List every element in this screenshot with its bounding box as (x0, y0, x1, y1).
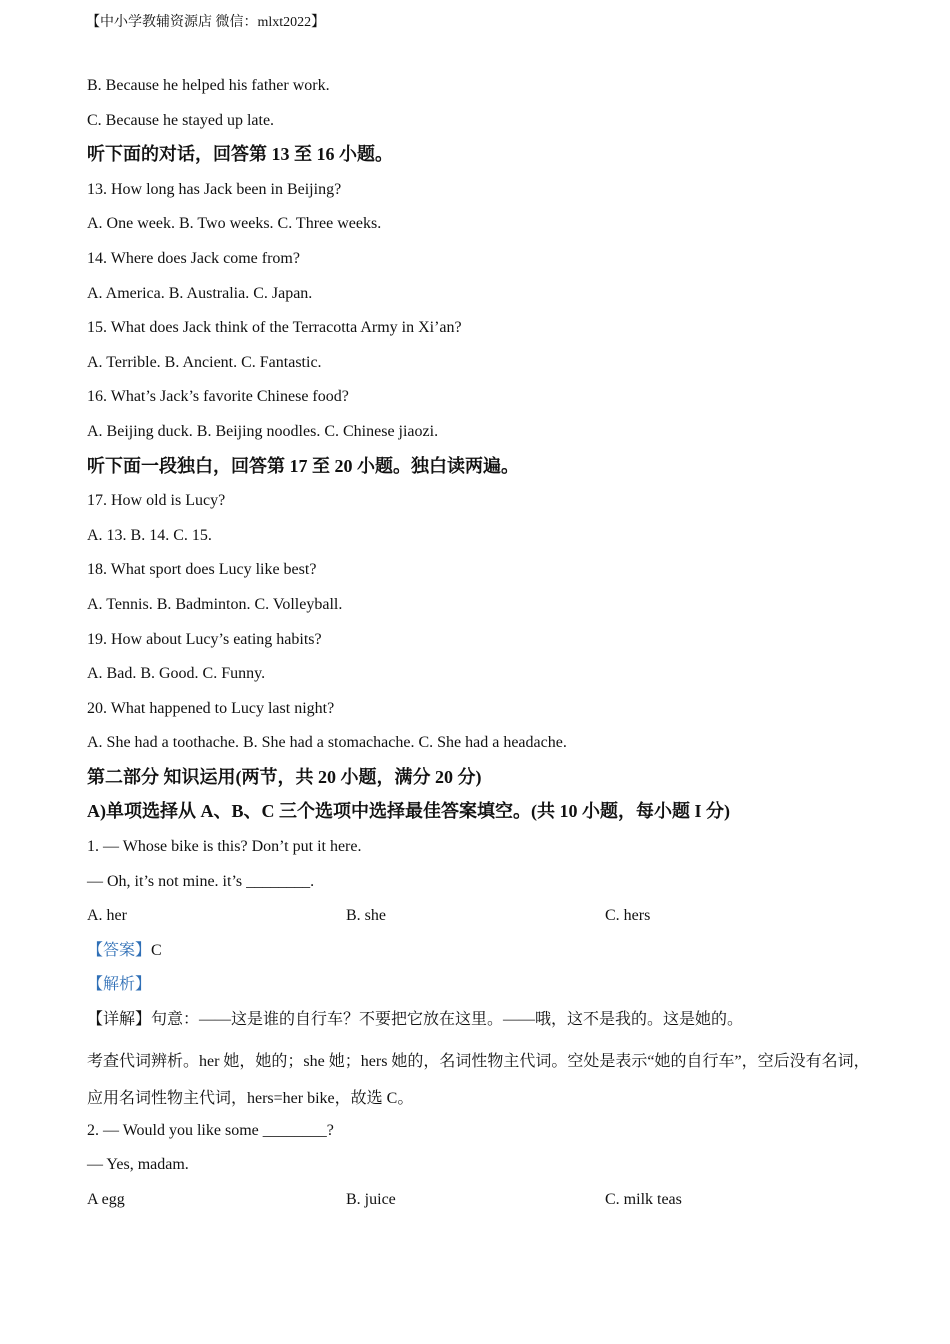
answer-value: C (151, 941, 162, 959)
section-heading: A)单项选择从 A、B、C 三个选项中选择最佳答案填空。(共 10 小题，每小题 I 分) (87, 801, 730, 822)
q1-detail-1: 【详解】句意：——这是谁的自行车？不要把它放在这里。——哦，这不是我的。这是她的。 (87, 1011, 744, 1029)
option-line: B. Because he helped his father work. (87, 77, 330, 94)
question-line: 20. What happened to Lucy last night? (87, 699, 335, 717)
question-line: 14. Where does Jack come from? (87, 249, 300, 267)
option-line: A. Tennis. B. Badminton. C. Volleyball. (87, 595, 343, 613)
q2-options (87, 1187, 877, 1222)
question-line: 19. How about Lucy’s eating habits? (87, 630, 322, 648)
option-line: A. America. B. Australia. C. Japan. (87, 284, 313, 302)
q1-options (87, 903, 877, 938)
answer-label: 【答案】 (87, 941, 152, 959)
q1-detail-2: 考查代词辨析。her 她，她的；she 她；hers 她的，名词性物主代词。空处是表示“她的自行车”，空后没有名词，应用名词性物主代词，hers=her bike，故选 C。 (87, 1052, 870, 1107)
page-header: 【中小学教辅资源店 微信：mlxt2022】 (86, 15, 326, 30)
q1-option-a: A. her (87, 907, 127, 925)
question-line: 16. What’s Jack’s favorite Chinese food? (87, 388, 349, 406)
question-line: 17. How old is Lucy? (87, 492, 226, 510)
q2-reply: — Yes, madam. (87, 1156, 189, 1174)
option-line: A. Beijing duck. B. Beijing noodles. C. Chinese jiaozi. (87, 422, 439, 440)
question-line: 18. What sport does Lucy like best? (87, 561, 317, 579)
section-heading: 听下面的对话，回答第 13 至 16 小题。 (87, 144, 393, 165)
option-line: A. She had a toothache. B. She had a stomachache. C. She had a headache. (87, 734, 567, 752)
part-heading: 第二部分 知识运用(两节，共 20 小题，满分 20 分) (87, 766, 482, 787)
option-line: A. Bad. B. Good. C. Funny. (87, 665, 266, 683)
question-line: 13. How long has Jack been in Beijing? (87, 180, 342, 198)
option-line: A. 13. B. 14. C. 15. (87, 526, 212, 544)
q2-stem: 2. — Would you like some ________? (87, 1121, 334, 1139)
q2-option-b: B. juice (346, 1190, 396, 1208)
q2-option-c: C. milk teas (605, 1190, 682, 1208)
section-heading: 听下面一段独白，回答第 17 至 20 小题。独白读两遍。 (87, 455, 519, 476)
q1-reply: — Oh, it’s not mine. it’s ________. (87, 872, 315, 890)
q1-option-b: B. she (346, 907, 386, 925)
option-line: C. Because he stayed up late. (87, 111, 275, 129)
q2-option-a: A egg (87, 1190, 125, 1208)
option-line: A. Terrible. B. Ancient. C. Fantastic. (87, 353, 322, 371)
q1-answer (87, 938, 877, 973)
question-line: 15. What does Jack think of the Terracotta Army in Xi’an? (87, 319, 462, 337)
q1-stem: 1. — Whose bike is this? Don’t put it here. (87, 838, 362, 856)
option-line: A. One week. B. Two weeks. C. Three weeks. (87, 215, 382, 233)
analysis-label: 【解析】 (87, 976, 152, 994)
content (87, 73, 877, 1221)
q1-option-c: C. hers (605, 907, 651, 925)
